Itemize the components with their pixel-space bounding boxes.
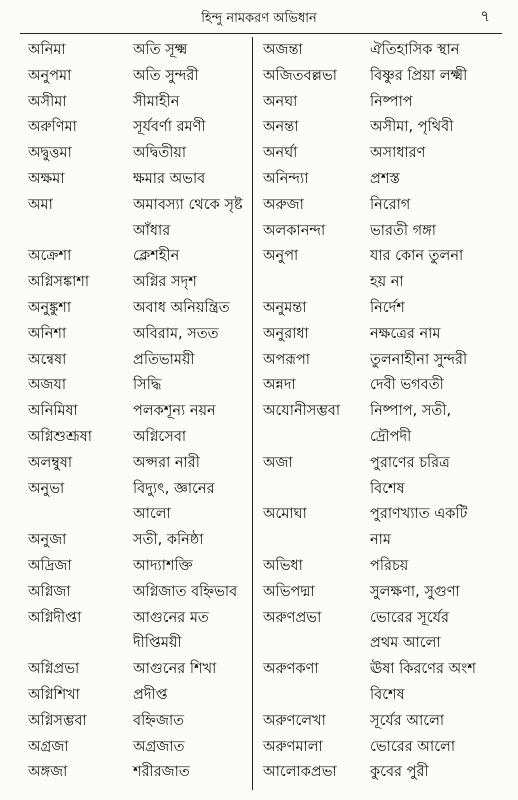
name-left: অগ্রজা xyxy=(28,738,69,755)
name-right: অরুণলেখা xyxy=(263,712,326,729)
meaning-right: ভারতী গঙ্গা xyxy=(370,222,436,239)
entry-row xyxy=(0,397,518,423)
meaning-left: প্রদীপ্ত xyxy=(133,686,168,703)
page-number: ৭ xyxy=(480,7,490,25)
meaning-right: দ্রৌপদী xyxy=(370,428,412,445)
name-left: অনুভা xyxy=(28,480,65,497)
meaning-right: ভোরের আলো xyxy=(370,738,456,755)
meaning-right: বিষ্ণুর প্রিয়া লক্ষ্মী xyxy=(370,67,468,84)
name-left: অগ্নিসম্ভবা xyxy=(28,712,87,729)
name-right: অনুরাধা xyxy=(263,325,309,342)
name-right: অনুমন্তা xyxy=(263,299,307,316)
meaning-left: অবিরাম, সতত xyxy=(133,325,219,342)
entry-row xyxy=(0,681,518,707)
name-left: অলম্বুষা xyxy=(28,454,73,471)
entry-row xyxy=(0,707,518,733)
meaning-right: হয় না xyxy=(370,274,404,291)
meaning-right: ঐতিহাসিক স্থান xyxy=(370,42,460,58)
entry-row xyxy=(0,62,518,88)
meaning-left: সতী, কনিষ্ঠা xyxy=(133,532,204,549)
name-right: অরুণপ্রভা xyxy=(263,609,322,626)
meaning-left: অপ্সরা নারী xyxy=(133,454,200,471)
entry-row xyxy=(0,423,518,449)
meaning-left: অগ্নিসেবা xyxy=(133,428,187,445)
name-right: অজা xyxy=(263,454,293,471)
meaning-left: বহ্নিজাত xyxy=(133,712,185,729)
meaning-left: অমাবস্যা থেকে সৃষ্ট xyxy=(133,196,243,213)
entry-row xyxy=(0,191,518,217)
meaning-right: দেবী ভগবতী xyxy=(370,377,444,394)
entry-row xyxy=(0,242,518,268)
name-left: অনুপমা xyxy=(28,67,72,84)
name-right: অনিন্দ্যা xyxy=(263,170,309,187)
page-header xyxy=(0,0,518,32)
entry-row xyxy=(0,36,518,62)
name-right: অপরূপা xyxy=(263,351,311,368)
entry-row xyxy=(0,604,518,630)
entry-row xyxy=(0,578,518,604)
entry-row xyxy=(0,475,518,501)
entry-row xyxy=(0,629,518,655)
name-right: অজিতবল্লভা xyxy=(263,67,337,84)
entry-row xyxy=(0,346,518,372)
meaning-left: প্রতিভাময়ী xyxy=(133,351,195,368)
entry-row xyxy=(0,733,518,759)
meaning-right: অসাধারণ xyxy=(370,145,426,162)
meaning-right: নাম xyxy=(370,532,391,549)
meaning-left: আগুনের শিখা xyxy=(133,661,217,678)
meaning-right: পুরাণখ্যাত একটি xyxy=(370,506,468,523)
name-left: অগ্নিপ্রভা xyxy=(28,661,80,678)
meaning-right: যার কোন তুলনা xyxy=(370,248,464,265)
meaning-right: নিরোগ xyxy=(370,196,411,213)
dictionary-entries xyxy=(0,36,518,784)
name-left: অজযা xyxy=(28,377,67,394)
meaning-left: ক্ষমার অভাব xyxy=(133,170,206,187)
entry-row xyxy=(0,88,518,114)
name-right: আলোকপ্রভা xyxy=(263,764,337,781)
meaning-left: আদ্যাশক্তি xyxy=(133,557,193,574)
meaning-right: প্রশস্ত xyxy=(370,170,400,187)
name-right: অরুণমালা xyxy=(263,738,323,755)
meaning-left: অগ্নির সদৃশ xyxy=(133,274,197,291)
meaning-left: আলো xyxy=(133,506,171,523)
meaning-left: অদ্বিতীয়া xyxy=(133,145,187,162)
entry-row xyxy=(0,113,518,139)
meaning-right: পুরাণের চরিত্র xyxy=(370,454,450,471)
meaning-right: বিশেষ xyxy=(370,480,405,497)
name-right: অনন্তা xyxy=(263,119,299,136)
name-left: অগ্নিদীপ্তা xyxy=(28,609,82,626)
meaning-left: শরীরজাত xyxy=(133,764,190,781)
entry-row xyxy=(0,758,518,784)
name-left: অমা xyxy=(28,196,53,213)
name-right: অভিধা xyxy=(263,557,303,574)
meaning-left: অগ্নিজাত বহ্নিভাব xyxy=(133,583,238,600)
meaning-right: অসীমা, পৃথিবী xyxy=(370,119,454,136)
meaning-left: আঁধার xyxy=(133,222,171,239)
name-right: অলকানন্দা xyxy=(263,222,326,239)
entry-row xyxy=(0,268,518,294)
meaning-left: সিদ্ধি xyxy=(133,377,162,394)
entry-row xyxy=(0,552,518,578)
meaning-left: ক্লেশহীন xyxy=(133,248,180,265)
name-left: অঙ্গজা xyxy=(28,764,68,781)
name-left: অগ্নিশুশ্রূষা xyxy=(28,428,92,445)
meaning-right: কুবের পুরী xyxy=(370,764,429,781)
meaning-left: বিদ্যুৎ, জ্ঞানের xyxy=(133,480,215,497)
name-right: অজন্তা xyxy=(263,42,303,58)
name-right: অরুজা xyxy=(263,196,304,213)
meaning-right: বিশেষ xyxy=(370,686,405,703)
name-left: অনিশা xyxy=(28,325,67,342)
meaning-right: নির্দেশ xyxy=(370,299,405,316)
meaning-left: সূর্যবর্ণা রমণী xyxy=(133,119,206,136)
name-left: অনুজা xyxy=(28,532,67,549)
name-left: অদ্বুত্তমা xyxy=(28,145,72,162)
name-right: অনর্ঘা xyxy=(263,145,298,162)
name-left: অনিমিষা xyxy=(28,403,78,420)
name-right: অমোঘা xyxy=(263,506,307,523)
name-left: অনিমা xyxy=(28,42,66,58)
name-right: অন্নদা xyxy=(263,377,296,394)
meaning-right: নক্ষত্রের নাম xyxy=(370,325,441,342)
meaning-left: সীমাহীন xyxy=(133,93,180,110)
meaning-left: পলকশূন্য নয়ন xyxy=(133,403,216,420)
meaning-left: আগুনের মত xyxy=(133,609,209,626)
header-rule xyxy=(20,33,502,34)
meaning-left: অগ্রজাত xyxy=(133,738,185,755)
name-left: অদ্রিজা xyxy=(28,557,72,574)
page-title: হিন্দু নামকরণ অভিধান xyxy=(201,11,317,26)
meaning-right: সূর্যের আলো xyxy=(370,712,445,729)
name-right: অরুণকণা xyxy=(263,661,319,678)
meaning-right: সুলক্ষণা, সুগুণা xyxy=(370,583,460,600)
meaning-right: ঊষা কিরণের অংশ xyxy=(370,661,476,678)
meaning-right: নিষ্পাপ, সতী, xyxy=(370,403,452,420)
entry-row xyxy=(0,655,518,681)
meaning-left: অতি সূক্ষ্ম xyxy=(133,42,188,58)
entry-row xyxy=(0,165,518,191)
entry-row xyxy=(0,139,518,165)
name-left: অক্ষমা xyxy=(28,170,65,187)
name-left: অগ্নিশিখা xyxy=(28,686,80,703)
name-left: অক্রেশা xyxy=(28,248,72,265)
name-right: অনঘা xyxy=(263,93,298,110)
entry-row xyxy=(0,294,518,320)
entry-row xyxy=(0,371,518,397)
meaning-right: তুলনাহীনা সুন্দরী xyxy=(370,351,468,368)
name-left: অনুঙ্কুশা xyxy=(28,299,72,316)
name-left: অগ্নিসঙ্কাশা xyxy=(28,274,90,291)
name-left: অরুণিমা xyxy=(28,119,77,136)
name-right: অযোনীসম্ভবা xyxy=(263,403,341,420)
meaning-left: অবাধ অনিয়ন্ত্রিত xyxy=(133,299,230,316)
meaning-right: নিষ্পাপ xyxy=(370,93,413,110)
meaning-left: অতি সুন্দরী xyxy=(133,67,199,84)
name-right: অনুপা xyxy=(263,248,299,265)
meaning-left: দীপ্তিময়ী xyxy=(133,635,182,652)
name-right: অভিপদ্মা xyxy=(263,583,315,600)
meaning-right: পরিচয় xyxy=(370,557,409,574)
entry-row xyxy=(0,217,518,243)
name-left: অন্বেষা xyxy=(28,351,67,368)
name-left: অগ্নিজা xyxy=(28,583,71,600)
entry-row xyxy=(0,320,518,346)
meaning-right: ভোরের সূর্যের xyxy=(370,609,450,626)
entry-row xyxy=(0,526,518,552)
name-left: অসীমা xyxy=(28,93,67,110)
entry-row xyxy=(0,449,518,475)
meaning-right: প্রথম আলো xyxy=(370,635,441,652)
entry-row xyxy=(0,500,518,526)
